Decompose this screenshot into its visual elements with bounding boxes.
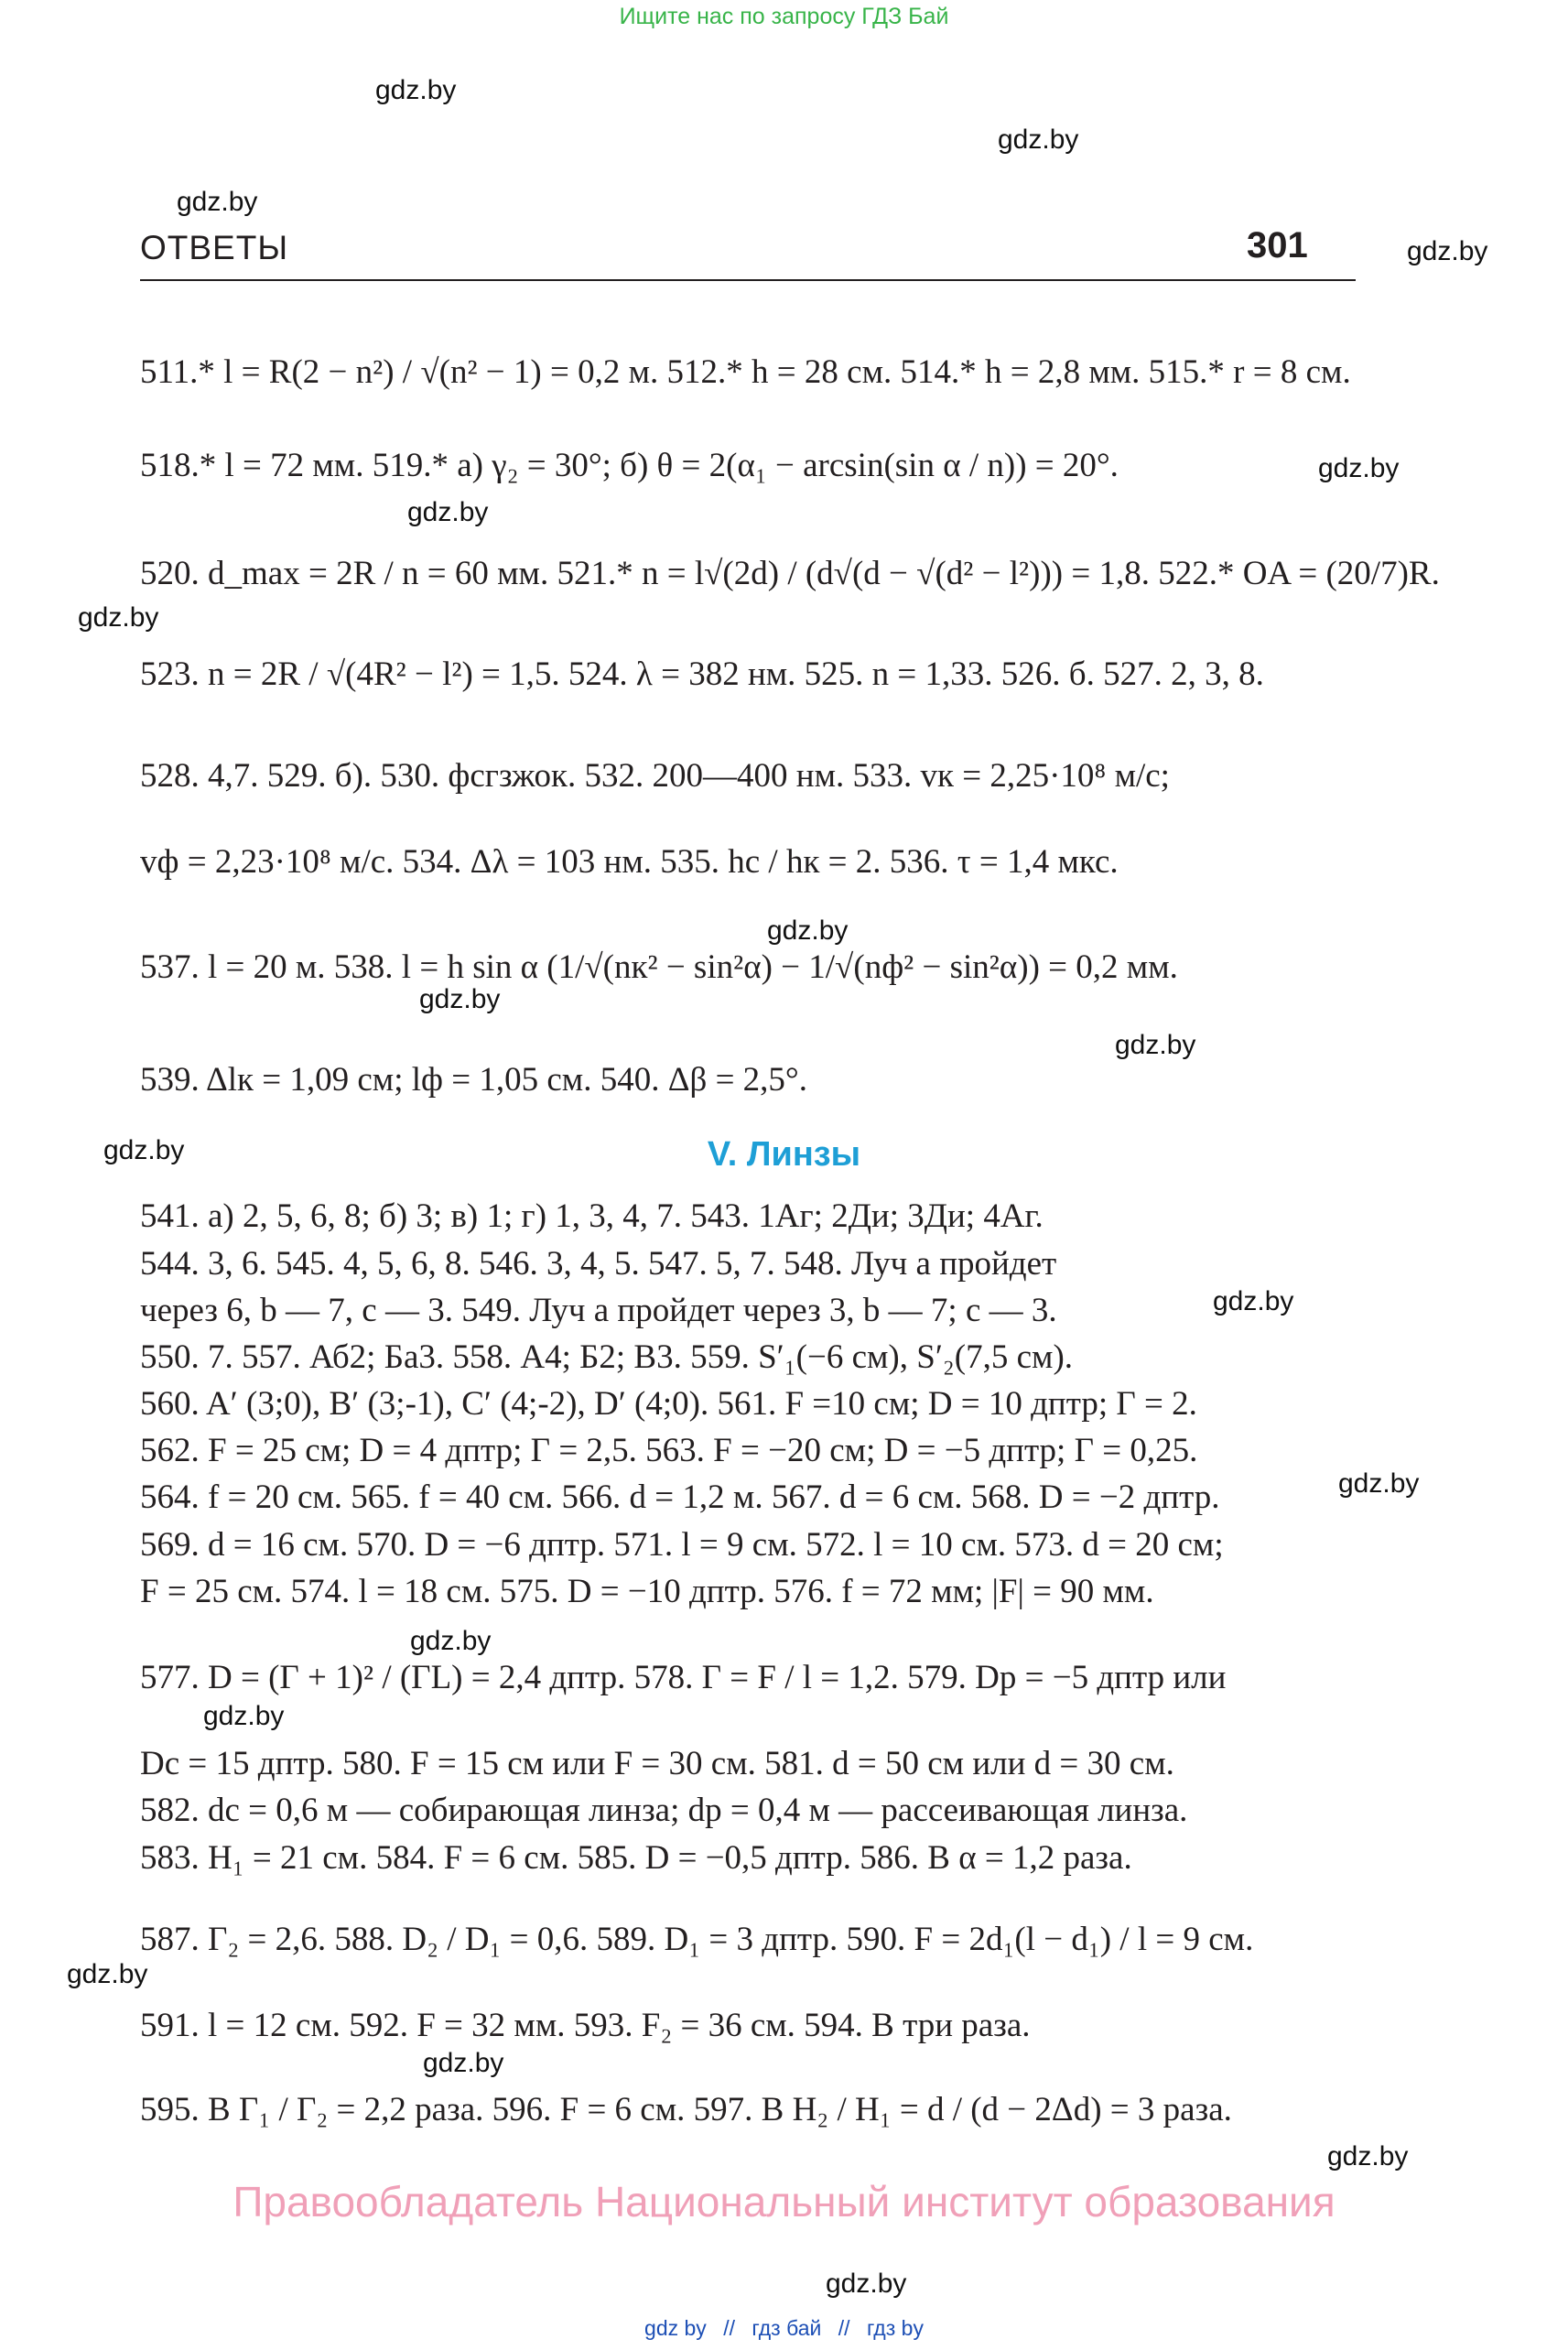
watermark: gdz.by bbox=[1213, 1286, 1294, 1316]
footer-link-gdz-by-cyr[interactable]: гдз by bbox=[866, 2316, 924, 2340]
header-divider bbox=[140, 279, 1356, 281]
watermark: gdz.by bbox=[767, 915, 849, 946]
footer-separator: // bbox=[838, 2316, 850, 2340]
watermark: gdz.by bbox=[1407, 236, 1488, 266]
answer-line: vф = 2,23·10⁸ м/с. 534. Δλ = 103 нм. 535. hс / hк = 2. 536. τ = 1,4 мкс. bbox=[140, 843, 1119, 881]
footer-links bbox=[0, 2316, 1568, 2341]
answer-line: 582. dс = 0,6 м — собирающая линза; dр = 0,4 м — рассеивающая линза. bbox=[140, 1792, 1188, 1829]
watermark: gdz.by bbox=[177, 187, 258, 217]
answer-line: 564. f = 20 см. 565. f = 40 см. 566. d = 1,2 м. 567. d = 6 см. 568. D = −2 дптр. bbox=[140, 1478, 1220, 1516]
page-number: 301 bbox=[1247, 225, 1308, 265]
watermark: gdz.by bbox=[103, 1135, 185, 1165]
answer-line: 523. n = 2R / √(4R² − l²) = 1,5. 524. λ = 382 нм. 525. n = 1,33. 526. б. 527. 2, 3, 8. bbox=[140, 655, 1264, 693]
answer-line: 560. A′ (3;0), B′ (3;-1), C′ (4;-2), D′ (4;0). 561. F =10 см; D = 10 дптр; Г = 2. bbox=[140, 1385, 1197, 1423]
watermark: gdz.by bbox=[407, 497, 489, 527]
section-title: V. Линзы bbox=[707, 1135, 861, 1174]
watermark: gdz.by bbox=[203, 1701, 285, 1731]
answer-line: 541. а) 2, 5, 6, 8; б) 3; в) 1; г) 1, 3, 4, 7. 543. 1Аг; 2Ди; 3Ди; 4Аг. bbox=[140, 1197, 1044, 1235]
copyright-notice: Правообладатель Национальный институт образования bbox=[232, 2178, 1336, 2225]
footer-link-gdz-bay[interactable]: гдз бай bbox=[752, 2316, 822, 2340]
watermark: gdz.by bbox=[826, 2269, 907, 2299]
answer-line: 544. 3, 6. 545. 4, 5, 6, 8. 546. 3, 4, 5. 547. 5, 7. 548. Луч а пройдет bbox=[140, 1245, 1057, 1283]
footer-separator: // bbox=[723, 2316, 735, 2340]
answer-line: F = 25 см. 574. l = 18 см. 575. D = −10 дптр. 576. f = 72 мм; |F| = 90 мм. bbox=[140, 1573, 1154, 1610]
answer-line: 550. 7. 557. Аб2; Ба3. 558. А4; Б2; В3. 559. S′₁(−6 см), S′₂(7,5 см). bbox=[140, 1338, 1074, 1376]
answer-line: 518.* l = 72 мм. 519.* а) γ₂ = 30°; б) θ = 2(α₁ − arcsin(sin α / n)) = 20°. bbox=[140, 447, 1119, 484]
watermark: gdz.by bbox=[1338, 1468, 1420, 1499]
answer-line: 528. 4,7. 529. б). 530. фсгзжок. 532. 200—400 нм. 533. vк = 2,25·10⁸ м/с; bbox=[140, 757, 1170, 795]
answer-line: 569. d = 16 см. 570. D = −6 дптр. 571. l = 9 см. 572. l = 10 см. 573. d = 20 см; bbox=[140, 1526, 1224, 1564]
answer-line: Dс = 15 дптр. 580. F = 15 см или F = 30 см. 581. d = 50 см или d = 30 см. bbox=[140, 1745, 1174, 1782]
page-header-title: ОТВЕТЫ bbox=[140, 229, 289, 266]
answer-line: через 6, b — 7, c — 3. 549. Луч а пройдет через 3, b — 7; c — 3. bbox=[140, 1292, 1057, 1329]
watermark: gdz.by bbox=[998, 125, 1079, 155]
answer-line: 539. Δlк = 1,09 см; lф = 1,05 см. 540. Δβ = 2,5°. bbox=[140, 1061, 807, 1099]
answer-line: 562. F = 25 см; D = 4 дптр; Г = 2,5. 563. F = −20 см; D = −5 дптр; Г = 0,25. bbox=[140, 1432, 1198, 1469]
answer-line: 537. l = 20 м. 538. l = h sin α (1/√(nк² − sin²α) − 1/√(nф² − sin²α)) = 0,2 мм. bbox=[140, 948, 1178, 986]
watermark: gdz.by bbox=[375, 75, 457, 105]
answer-line: 595. В Г₁ / Г₂ = 2,2 раза. 596. F = 6 см. 597. В H₂ / H₁ = d / (d − 2Δd) = 3 раза. bbox=[140, 2091, 1232, 2128]
answer-line: 587. Г₂ = 2,6. 588. D₂ / D₁ = 0,6. 589. D₁ = 3 дптр. 590. F = 2d₁(l − d₁) / l = 9 см. bbox=[140, 1921, 1254, 1958]
watermark: gdz.by bbox=[423, 2048, 504, 2078]
answer-line: 520. d_max = 2R / n = 60 мм. 521.* n = l√(2d) / (d√(d − √(d² − l²))) = 1,8. 522.* OA = (20/7)R. bbox=[140, 555, 1440, 592]
watermark: gdz.by bbox=[1115, 1030, 1196, 1060]
answer-line: 511.* l = R(2 − n²) / √(n² − 1) = 0,2 м. 512.* h = 28 см. 514.* h = 2,8 мм. 515.* r = 8 см. bbox=[140, 353, 1351, 391]
watermark: gdz.by bbox=[78, 602, 159, 633]
watermark: gdz.by bbox=[1327, 2141, 1409, 2171]
answer-line: 591. l = 12 см. 592. F = 32 мм. 593. F₂ = 36 см. 594. В три раза. bbox=[140, 2007, 1031, 2044]
answer-line: 577. D = (Г + 1)² / (ГL) = 2,4 дптр. 578. Г = F / l = 1,2. 579. Dр = −5 дптр или bbox=[140, 1659, 1227, 1696]
answer-line: 583. H₁ = 21 см. 584. F = 6 см. 585. D = −0,5 дптр. 586. В α = 1,2 раза. bbox=[140, 1839, 1132, 1877]
watermark: gdz.by bbox=[419, 984, 501, 1014]
watermark: gdz.by bbox=[410, 1626, 492, 1656]
watermark: gdz.by bbox=[1318, 453, 1400, 483]
top-banner[interactable]: Ищите нас по запросу ГДЗ Бай bbox=[619, 4, 949, 29]
watermark: gdz.by bbox=[67, 1959, 148, 1989]
footer-link-gdz-by[interactable]: gdz by bbox=[644, 2316, 707, 2340]
